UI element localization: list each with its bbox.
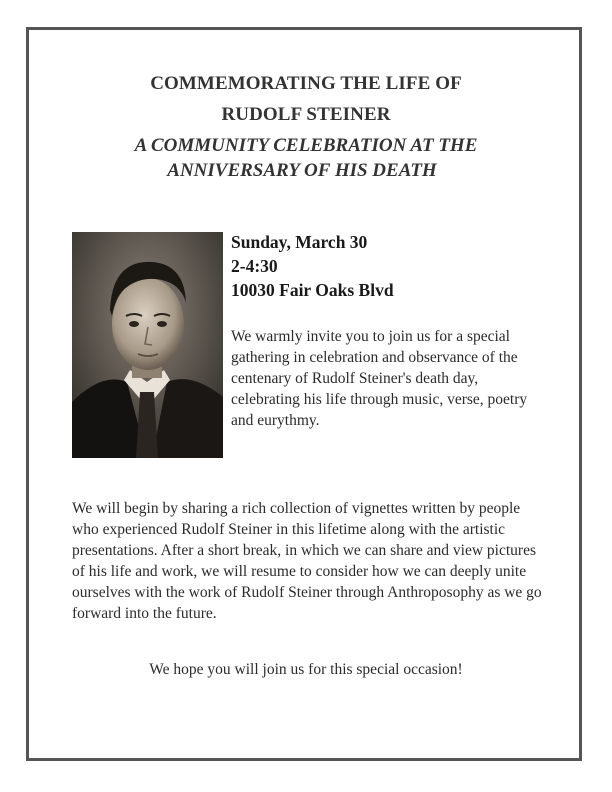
subtitle-line-1: A COMMUNITY CELEBRATION AT THE [134, 135, 478, 156]
subtitle-line-2: ANNIVERSARY OF HIS DEATH [167, 160, 437, 181]
event-address: 10030 Fair Oaks Blvd [231, 280, 394, 300]
closing-line: We hope you will join us for this special occasion! [149, 661, 463, 678]
portrait-photo [72, 232, 223, 458]
title-line-1: COMMEMORATING THE LIFE OF [150, 73, 462, 94]
title-line-2: RUDOLF STEINER [221, 104, 391, 125]
event-date: Sunday, March 30 [231, 232, 368, 252]
event-time: 2-4:30 [231, 256, 278, 276]
portrait-image [72, 232, 223, 458]
invitation-text: We warmly invite you to join us for a special gathering in celebration and observance of the centenary of Rudolf Steiner's death day, celebrating his life through music, verse, poetry and eurythmy. [231, 328, 528, 429]
body-paragraph: We will begin by sharing a rich collection of vignettes written by people who experienced Rudolf Steiner in this lifetime along with the artistic presentations. After a short break, in which we can share and view pictures of his life and work, we will resume to consider how we can deeply unite ourselves with the work of Rudolf Steiner through Anthroposophy as we go forward into the future. [72, 500, 542, 622]
